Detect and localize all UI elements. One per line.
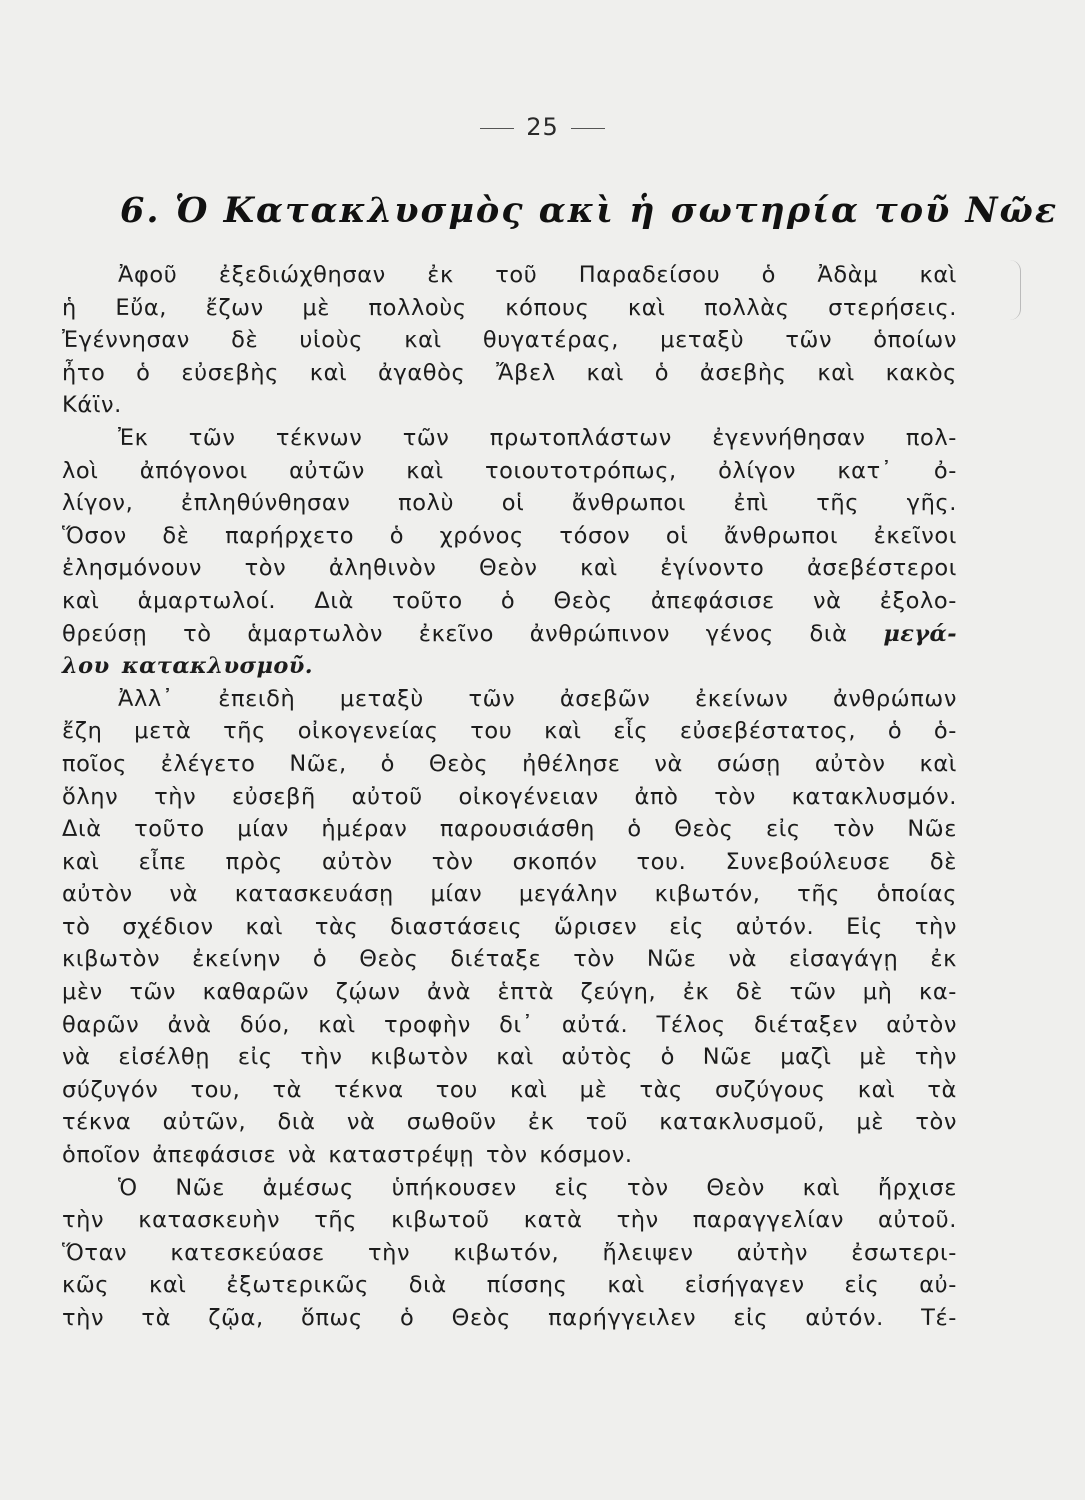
text-line: ἐλησμόνουν τὸν ἀληθινὸν Θεὸν καὶ ἐγίνοντο ἀσεβέστεροι [62, 555, 957, 582]
page-number-dash-right [571, 128, 605, 129]
text-line: θαρῶν ἀνὰ δύο, καὶ τροφὴν δι᾽ αὐτά. Τέλος διέταξεν αὐτὸν [62, 1011, 957, 1038]
text-line: Ἀλλ᾽ ἐπειδὴ μεταξὺ τῶν ἀσεβῶν ἐκείνων ἀνθρώπων [118, 685, 957, 712]
text-line: λοὶ ἀπόγονοι αὐτῶν καὶ τοιουτοτρόπως, ὀλίγον κατ᾽ ὀ- [62, 457, 957, 484]
text-line: ἔζη μετὰ τῆς οἰκογενείας του καὶ εἷς εὐσεβέστατος, ὁ ὁ- [62, 718, 957, 745]
text-line: λίγον, ἐπληθύνθησαν πολὺ οἱ ἄνθρωποι ἐπὶ τῆς γῆς. [62, 490, 957, 517]
text-line: κῶς καὶ ἐξωτερικῶς διὰ πίσσης καὶ εἰσήγαγεν εἰς αὐ- [62, 1272, 957, 1299]
emphasized-phrase: λου κατακλυσμοῦ. [62, 653, 314, 680]
text-line: τὴν κατασκευὴν τῆς κιβωτοῦ κατὰ τὴν παραγγελίαν αὐτοῦ. [62, 1207, 957, 1234]
text-line: μὲν τῶν καθαρῶν ζῴων ἀνὰ ἑπτὰ ζεύγη, ἐκ δὲ τῶν μὴ κα- [62, 979, 957, 1006]
text-line: Ἐκ τῶν τέκνων τῶν πρωτοπλάστων ἐγεννήθησαν πολ- [118, 424, 957, 451]
text-line: ἦτο ὁ εὐσεβὴς καὶ ἀγαθὸς Ἄβελ καὶ ὁ ἀσεβὴς καὶ κακὸς [62, 359, 957, 386]
paper-edge-mark [1010, 260, 1021, 320]
text-line: νὰ εἰσέλθῃ εἰς τὴν κιβωτὸν καὶ αὐτὸς ὁ Νῶε μαζὶ μὲ τὴν [62, 1044, 957, 1071]
text-line: σύζυγόν του, τὰ τέκνα του καὶ μὲ τὰς συζύγους καὶ τὰ [62, 1076, 957, 1103]
text-line: Ὅσον δὲ παρήρχετο ὁ χρόνος τόσον οἱ ἄνθρωποι ἐκεῖνοι [62, 522, 957, 549]
text-line-with-emphasis [62, 618, 957, 651]
emphasized-word: μεγά- [883, 620, 957, 647]
chapter-body [62, 259, 957, 1335]
text-line: ὁποῖον ἀπεφάσισε νὰ καταστρέψῃ τὸν κόσμον. [62, 1142, 633, 1169]
page-number [0, 113, 1085, 141]
text-line: τέκνα αὐτῶν, διὰ νὰ σωθοῦν ἐκ τοῦ κατακλυσμοῦ, μὲ τὸν [62, 1109, 957, 1136]
text-line: Ἀφοῦ ἐξεδιώχθησαν ἐκ τοῦ Παραδείσου ὁ Ἀδὰμ καὶ [118, 262, 957, 288]
text-line: τὴν τὰ ζῷα, ὅπως ὁ Θεὸς παρήγγειλεν εἰς αὐτόν. Τέ- [62, 1305, 957, 1331]
text-line: τὸ σχέδιον καὶ τὰς διαστάσεις ὥρισεν εἰς αὐτόν. Εἰς τὴν [62, 913, 957, 940]
text-line: καὶ ἁμαρτωλοί. Διὰ τοῦτο ὁ Θεὸς ἀπεφάσισε νὰ ἐξολο- [62, 587, 957, 614]
page-number-dash-left [480, 128, 514, 129]
page-number-value: 25 [526, 113, 559, 141]
text-line: αὐτὸν νὰ κατασκευάσῃ μίαν μεγάλην κιβωτόν, τῆς ὁποίας [62, 881, 957, 908]
text-line: Κάϊν. [62, 392, 122, 419]
text-line: Ὅταν κατεσκεύασε τὴν κιβωτόν, ἤλειψεν αὐτὴν ἐσωτερι- [62, 1239, 957, 1266]
text-line: Ὁ Νῶε ἀμέσως ὑπήκουσεν εἰς τὸν Θεὸν καὶ ἤρχισε [118, 1174, 957, 1201]
text-line-main: θρεύσῃ τὸ ἁμαρτωλὸν ἐκεῖνο ἀνθρώπινον γένος διὰ [62, 620, 848, 647]
text-line: κιβωτὸν ἐκείνην ὁ Θεὸς διέταξε τὸν Νῶε νὰ εἰσαγάγῃ ἐκ [62, 946, 957, 973]
text-line: καὶ εἶπε πρὸς αὐτὸν τὸν σκοπόν του. Συνεβούλευσε δὲ [62, 848, 957, 875]
text-line: Διὰ τοῦτο μίαν ἡμέραν παρουσιάσθη ὁ Θεὸς εἰς τὸν Νῶε [62, 816, 957, 843]
text-line: ὅλην τὴν εὐσεβῆ αὐτοῦ οἰκογένειαν ἀπὸ τὸν κατακλυσμόν. [62, 783, 957, 810]
text-line-emphasis [62, 650, 957, 683]
text-line: Ἐγέννησαν δὲ υἱοὺς καὶ θυγατέρας, μεταξὺ τῶν ὁποίων [62, 327, 957, 354]
text-line: ἡ Εὔα, ἔζων μὲ πολλοὺς κόπους καὶ πολλὰς στερήσεις. [62, 294, 957, 321]
chapter-heading: 6. Ὁ Κατακλυσμὸς ακὶ ἡ σωτηρία τοῦ Νῶε [120, 190, 1059, 231]
text-line: ποῖος ἐλέγετο Νῶε, ὁ Θεὸς ἠθέλησε νὰ σώσῃ αὐτὸν καὶ [62, 750, 957, 777]
